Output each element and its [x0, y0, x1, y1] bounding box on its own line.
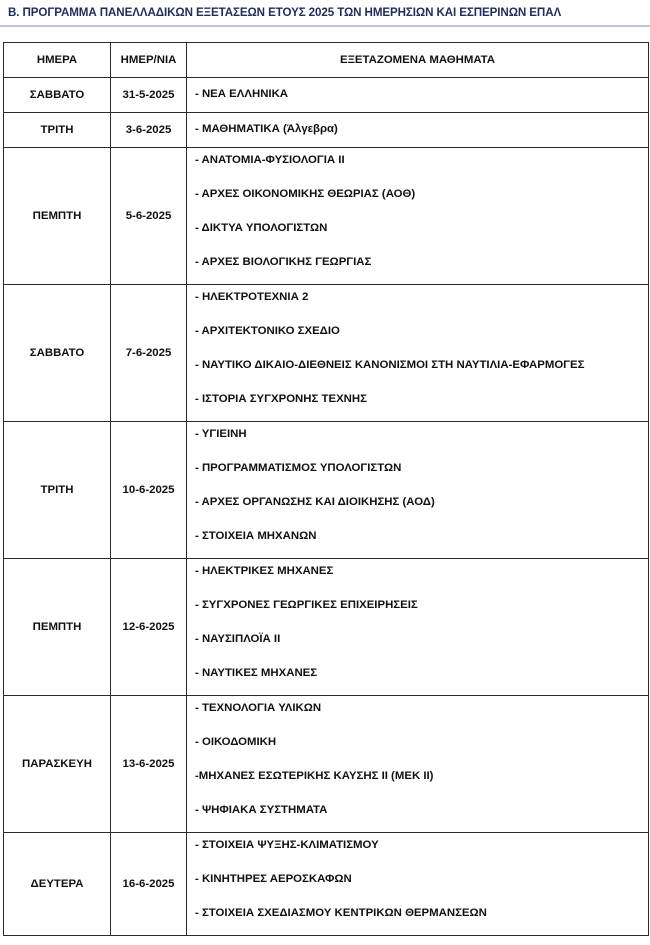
subject-item: - ΣΤΟΙΧΕΙΑ ΣΧΕΔΙΑΣΜΟΥ ΚΕΝΤΡΙΚΩΝ ΘΕΡΜΑΝΣΕΩΝ — [195, 907, 487, 919]
subject-item: - ΟΙΚΟΔΟΜΙΚΗ — [195, 736, 277, 748]
subject-item: - ΣΤΟΙΧΕΙΑ ΜΗΧΑΝΩΝ — [195, 530, 317, 542]
subject-item: - ΑΡΧΕΣ ΟΙΚΟΝΟΜΙΚΗΣ ΘΕΩΡΙΑΣ (ΑΟΘ) — [195, 188, 416, 200]
subject-item: - ΗΛΕΚΤΡΙΚΕΣ ΜΗΧΑΝΕΣ — [195, 565, 334, 577]
subject-item: - ΚΙΝΗΤΗΡΕΣ ΑΕΡΟΣΚΑΦΩΝ — [195, 873, 352, 885]
subject-item: - ΑΡΧΕΣ ΒΙΟΛΟΓΙΚΗΣ ΓΕΩΡΓΙΑΣ — [195, 256, 372, 268]
table-row — [4, 833, 649, 936]
header-day: ΗΜΕΡΑ — [4, 43, 111, 78]
subjects-cell — [187, 148, 649, 285]
subject-item: - ΣΤΟΙΧΕΙΑ ΨΥΞΗΣ-ΚΛΙΜΑΤΙΣΜΟΥ — [195, 839, 379, 851]
subjects-cell — [187, 285, 649, 422]
day-cell: ΠΕΜΠΤΗ — [4, 559, 111, 696]
title-divider — [0, 25, 650, 27]
subject-item: - ΜΑΘΗΜΑΤΙΚΑ (Άλγεβρα) — [195, 123, 338, 135]
document-title: Β. ΠΡΟΓΡΑΜΜΑ ΠΑΝΕΛΛΑΔΙΚΩΝ ΕΞΕΤΑΣΕΩΝ ΕΤΟΥΣ 2025 ΤΩΝ ΗΜΕΡΗΣΙΩΝ ΚΑΙ ΕΣΠΕΡΙΝΩΝ ΕΠΑΛ — [8, 6, 562, 19]
subject-item: - ΝΑΥΤΙΚΕΣ ΜΗΧΑΝΕΣ — [195, 667, 318, 679]
date-cell: 10-6-2025 — [111, 422, 187, 559]
date-cell: 7-6-2025 — [111, 285, 187, 422]
subjects-cell — [187, 833, 649, 936]
date-cell: 16-6-2025 — [111, 833, 187, 936]
date-cell: 13-6-2025 — [111, 696, 187, 833]
subject-item: - ΣΥΓΧΡΟΝΕΣ ΓΕΩΡΓΙΚΕΣ ΕΠΙΧΕΙΡΗΣΕΙΣ — [195, 599, 418, 611]
date-cell: 31-5-2025 — [111, 78, 187, 113]
subjects-cell — [187, 559, 649, 696]
table-row — [4, 78, 649, 113]
day-cell: ΤΡΙΤΗ — [4, 113, 111, 148]
subject-item: - ΔΙΚΤΥΑ ΥΠΟΛΟΓΙΣΤΩΝ — [195, 222, 328, 234]
header-date: ΗΜΕΡ/ΝΙΑ — [111, 43, 187, 78]
table-row — [4, 559, 649, 696]
subject-item: -ΜΗΧΑΝΕΣ ΕΣΩΤΕΡΙΚΗΣ ΚΑΥΣΗΣ ΙΙ (ΜΕΚ ΙΙ) — [195, 770, 434, 782]
table-row — [4, 696, 649, 833]
subject-item: - ΥΓΙΕΙΝΗ — [195, 428, 247, 440]
subject-item: - ΗΛΕΚΤΡΟΤΕΧΝΙΑ 2 — [195, 291, 309, 303]
subject-item: - ΤΕΧΝΟΛΟΓΙΑ ΥΛΙΚΩΝ — [195, 702, 322, 714]
date-cell: 12-6-2025 — [111, 559, 187, 696]
subject-item: - ΑΡΧΕΣ ΟΡΓΑΝΩΣΗΣ ΚΑΙ ΔΙΟΙΚΗΣΗΣ (ΑΟΔ) — [195, 496, 435, 508]
day-cell: ΔΕΥΤΕΡΑ — [4, 833, 111, 936]
date-cell: 3-6-2025 — [111, 113, 187, 148]
table-header-row — [4, 43, 649, 78]
subject-item: - ΝΑΥΣΙΠΛΟΪΑ ΙΙ — [195, 633, 281, 645]
subjects-cell — [187, 696, 649, 833]
day-cell: ΣΑΒΒΑΤΟ — [4, 78, 111, 113]
subjects-cell — [187, 422, 649, 559]
subject-item: - ΑΡΧΙΤΕΚΤΟΝΙΚΟ ΣΧΕΔΙΟ — [195, 325, 340, 337]
table-body — [4, 78, 649, 936]
subjects-cell — [187, 78, 649, 113]
table-row — [4, 285, 649, 422]
date-cell: 5-6-2025 — [111, 148, 187, 285]
subject-item: - ΙΣΤΟΡΙΑ ΣΥΓΧΡΟΝΗΣ ΤΕΧΝΗΣ — [195, 393, 367, 405]
subjects-cell — [187, 113, 649, 148]
exam-schedule-table — [3, 42, 649, 936]
table-row — [4, 148, 649, 285]
day-cell: ΠΕΜΠΤΗ — [4, 148, 111, 285]
table-row — [4, 422, 649, 559]
header-subjects: ΕΞΕΤΑΖΟΜΕΝΑ ΜΑΘΗΜΑΤΑ — [187, 43, 649, 78]
day-cell: ΠΑΡΑΣΚΕΥΗ — [4, 696, 111, 833]
subject-item: - ΝΑΥΤΙΚΟ ΔΙΚΑΙΟ-ΔΙΕΘΝΕΙΣ ΚΑΝΟΝΙΣΜΟΙ ΣΤΗ ΝΑΥΤΙΛΙΑ-ΕΦΑΡΜΟΓΕΣ — [195, 359, 585, 371]
subject-item: - ΑΝΑΤΟΜΙΑ-ΦΥΣΙΟΛΟΓΙΑ ΙΙ — [195, 154, 345, 166]
subject-item: - ΨΗΦΙΑΚΑ ΣΥΣΤΗΜΑΤΑ — [195, 804, 328, 816]
day-cell: ΤΡΙΤΗ — [4, 422, 111, 559]
subject-item: - ΠΡΟΓΡΑΜΜΑΤΙΣΜΟΣ ΥΠΟΛΟΓΙΣΤΩΝ — [195, 462, 402, 474]
table-row — [4, 113, 649, 148]
subject-item: - ΝΕΑ ΕΛΛΗΝΙΚΑ — [195, 88, 289, 100]
day-cell: ΣΑΒΒΑΤΟ — [4, 285, 111, 422]
